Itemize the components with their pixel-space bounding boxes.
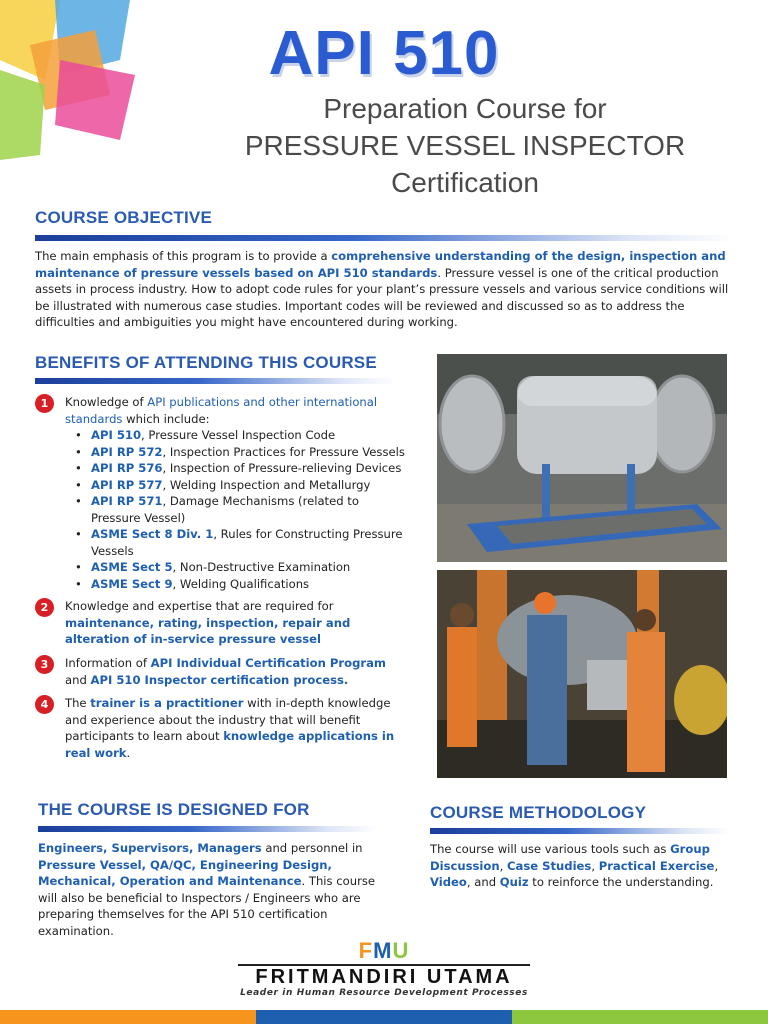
footer-color-stripe [0,1010,768,1024]
list-item: • API 510, Pressure Vessel Inspection Code [91,427,405,444]
benefit-item-4: 4 The trainer is a practitioner with in-depth knowledge and experience about the industry that will benefit participants to learn about knowledge applications in real work. [35,695,405,761]
list-item: • API RP 572, Inspection Practices for Pressure Vessels [91,444,405,461]
objective-highlight: comprehensive understanding of the design, inspection and maintenance of pressure vessels based on API 510 standards [35,249,726,280]
benefit-1-highlight: API publications and other international standards [65,395,378,426]
list-item: • API RP 577, Welding Inspection and Metallurgy [91,477,405,494]
benefit-number-badge: 2 [35,598,54,617]
workers-inspection-photo [437,570,727,778]
list-item: • API RP 571, Damage Mechanisms (related to Pressure Vessel) [91,493,405,526]
objective-divider [35,235,735,241]
objective-text-1: The main emphasis of this program is to provide a [35,249,332,263]
logo-tagline: Leader in Human Resource Development Processes [240,988,528,998]
methodology-divider [430,828,730,834]
benefit-item-1 [35,394,405,592]
designed-for-paragraph: Engineers, Supervisors, Managers and personnel in Pressure Vessel, QA/QC, Engineering Design, Mechanical, Operation and Maintenance. This course will also be beneficial to Inspectors / Engineers who are preparing themselves for the API 510 certification examination. [38,841,376,938]
benefit-item-3: 3 Information of API Individual Certification Program and API 510 Inspector certification process. [35,655,405,688]
subtitle-line-2: PRESSURE VESSEL INSPECTOR [244,130,686,161]
subtitle-line-1: Preparation Course for [323,93,607,124]
list-item: • ASME Sect 8 Div. 1, Rules for Constructing Pressure Vessels [91,526,405,559]
page-title: API 510 [268,19,500,88]
logo-mark: FMU [358,938,410,963]
pressure-vessel-photo [437,354,727,562]
benefits-heading: BENEFITS OF ATTENDING THIS COURSE [35,353,377,372]
list-item: • ASME Sect 9, Welding Qualifications [91,576,405,593]
benefit-number-badge: 1 [35,394,54,413]
objective-text-2: . Pressure vessel is one of the critical production assets in process industry. How to adopt code rules for your plant’s pressure vessels and various service conditions will be illustrated with numerous case studies. Important codes will be reviewed and discussed so as to address the difficulties and ambiguities you might have encountered during working. [35,265,729,329]
objective-paragraph [35,248,735,331]
methodology-paragraph: The course will use various tools such as Group Discussion, Case Studies, Practical Exercise, Video, and Quiz to reinforce the understanding. [430,842,719,889]
list-item: • ASME Sect 5, Non-Destructive Examination [91,559,405,576]
standards-list [65,427,405,592]
benefit-number-badge: 3 [35,655,54,674]
benefit-number-badge: 4 [35,695,54,714]
designed-for-heading: THE COURSE IS DESIGNED FOR [38,800,310,819]
benefit-1-text: Knowledge of [65,395,148,409]
benefit-1-text-end: which include: [122,411,210,426]
list-item: • API RP 576, Inspection of Pressure-relieving Devices [91,460,405,477]
benefits-divider [35,378,395,384]
logo-company-name: FRITMANDIRI UTAMA [255,966,513,988]
objective-heading: COURSE OBJECTIVE [35,208,213,227]
designed-for-divider [38,826,378,832]
benefit-item-2: 2 Knowledge and expertise that are required for maintenance, rating, inspection, repair and alteration of in-service pressure vessel [35,598,405,648]
subtitle-line-3: Certification [391,167,539,198]
company-logo [238,940,530,998]
methodology-heading: COURSE METHODOLOGY [430,803,647,822]
page-subtitle [180,90,750,201]
